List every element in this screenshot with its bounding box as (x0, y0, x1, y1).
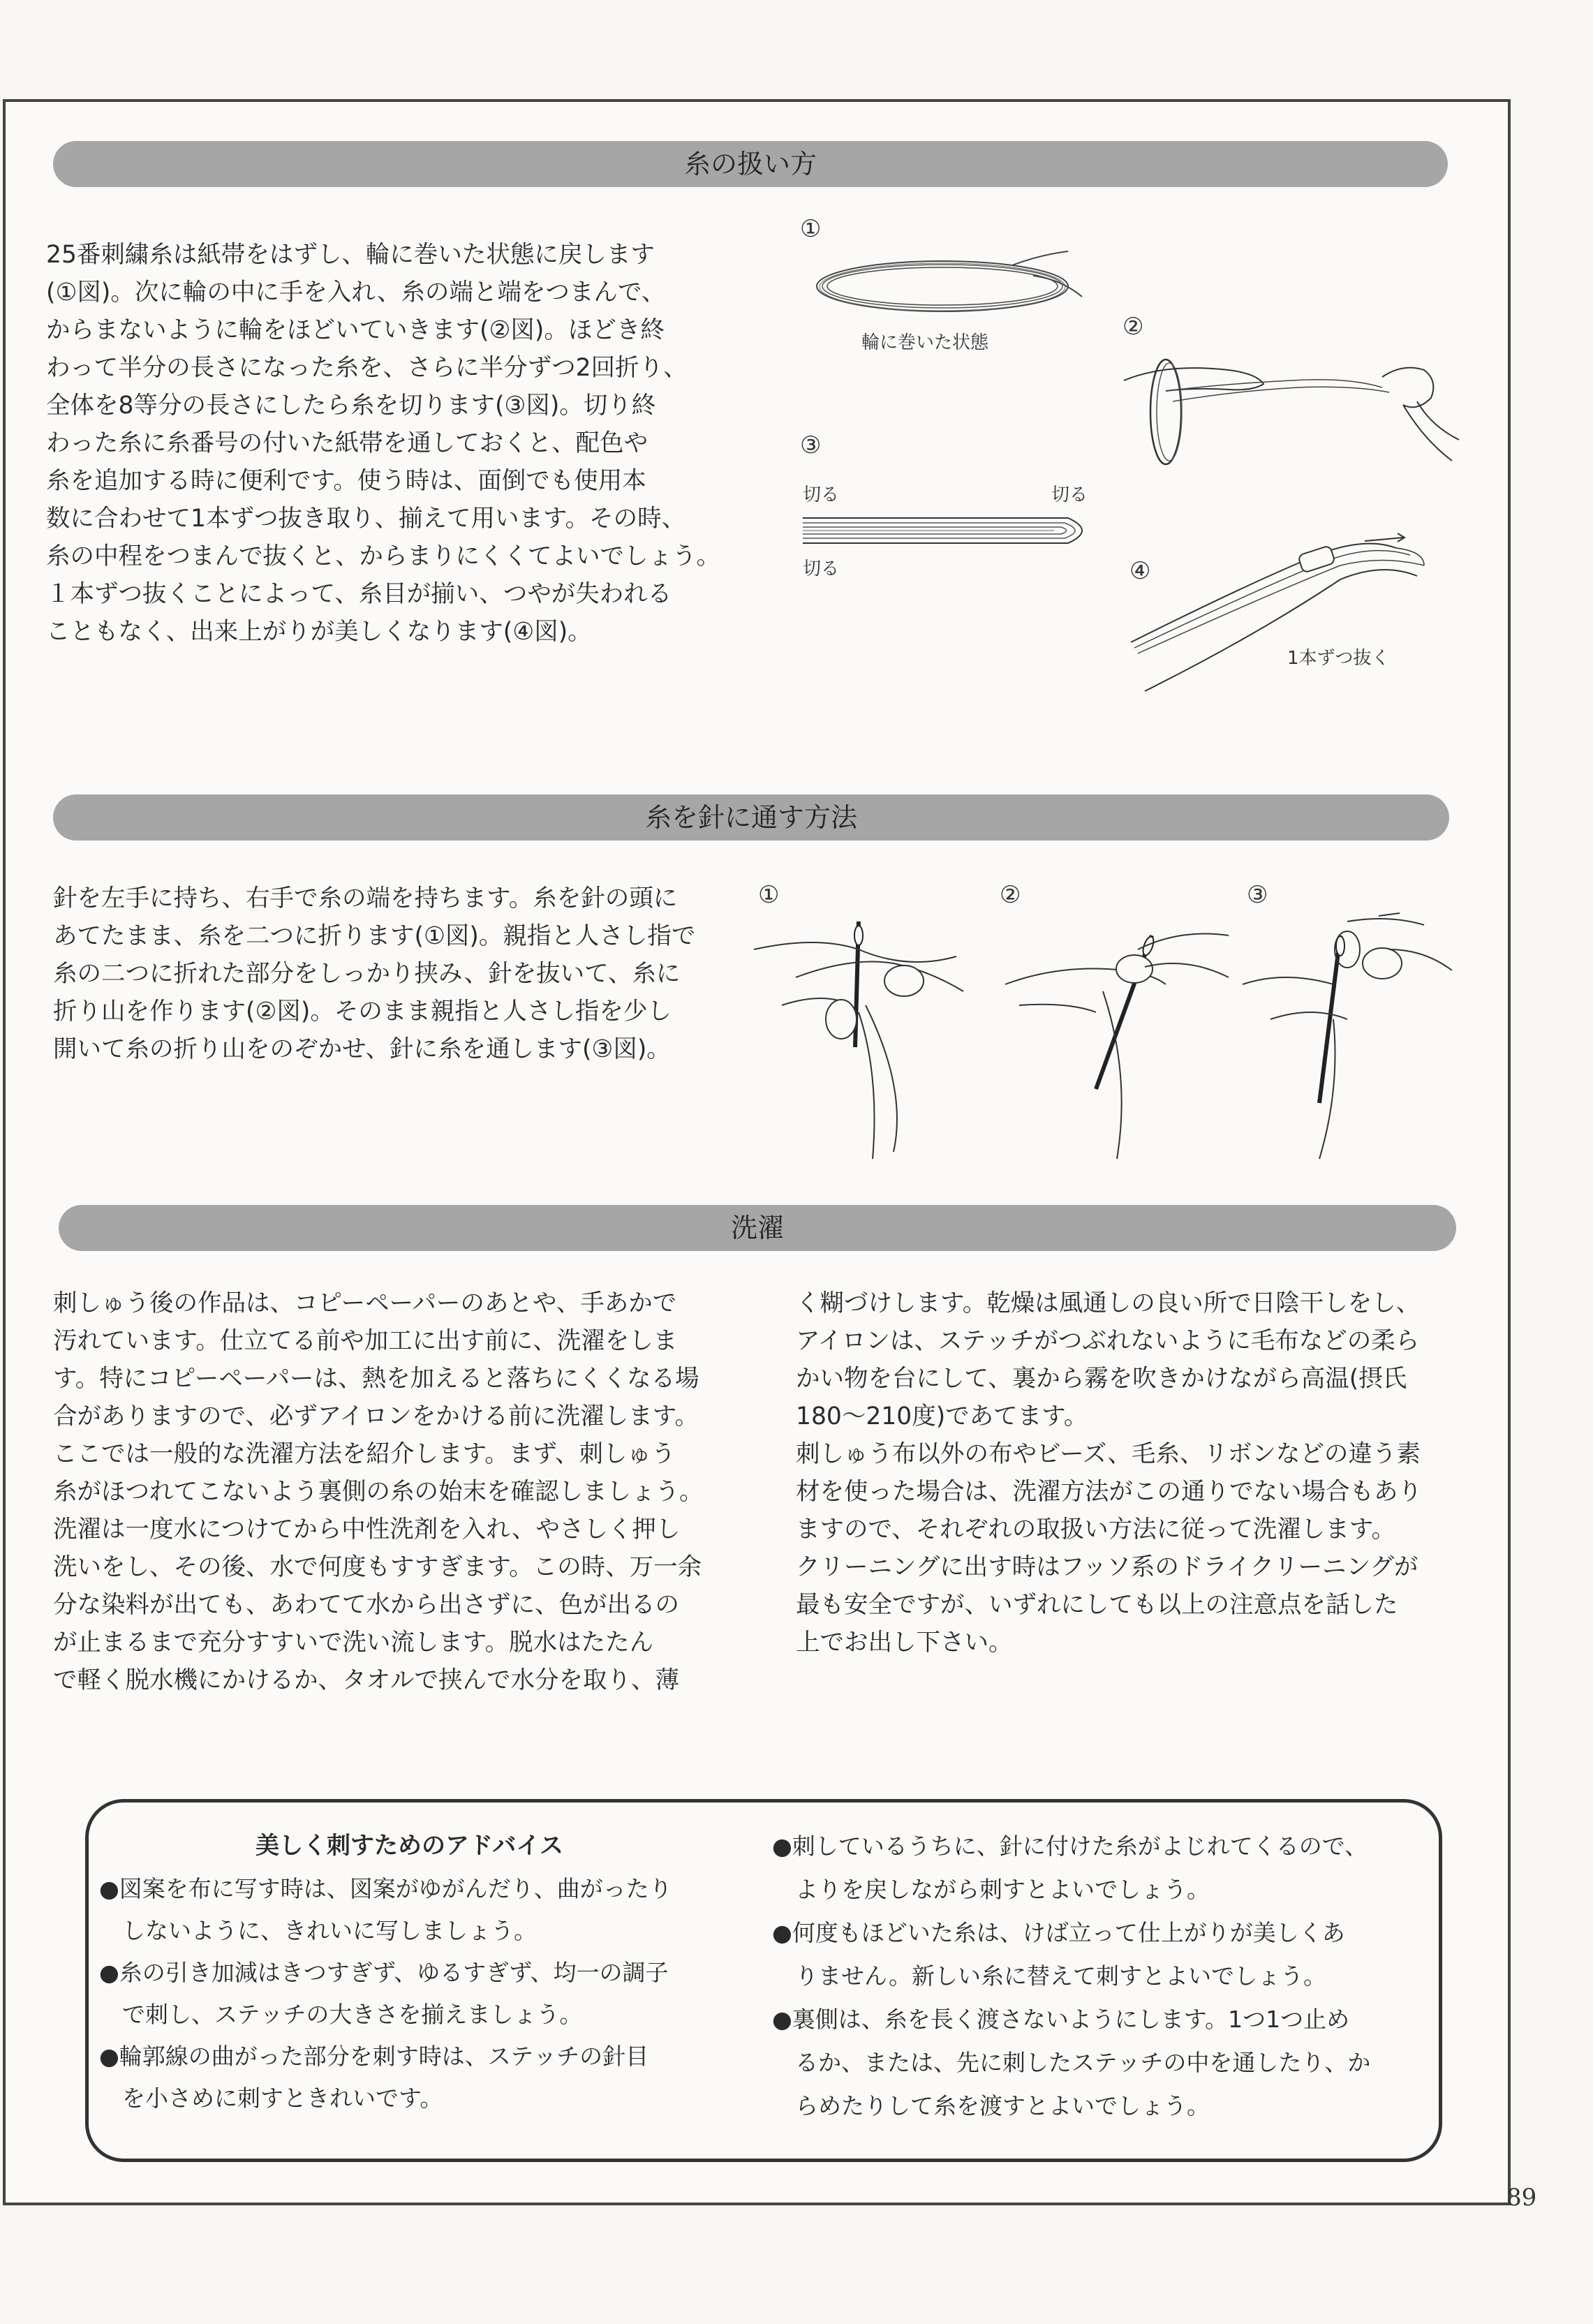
needle-step2-illustration (1005, 908, 1229, 1166)
advice-item: ●刺しているうちに、針に付けた糸がよじれてくるので、 (772, 1833, 1368, 1860)
text-line: アイロンは、ステッチがつぶれないように毛布などの柔ら (796, 1327, 1420, 1355)
text-line: クリーニングに出す時はフッソ系のドライクリーニングが (796, 1553, 1418, 1581)
text-line: で軽く脱水機にかけるか、タオルで挟んで水分を取り、薄 (53, 1666, 679, 1694)
text-line: 糸がほつれてこないよう裏側の糸の始末を確認しましょう。 (53, 1478, 704, 1506)
figure-number: ② (1000, 881, 1021, 909)
advice-item: しないように、きれいに写しましょう。 (99, 1917, 537, 1944)
text-line: 刺しゅう布以外の布やビーズ、毛糸、リボンなどの違う素 (796, 1440, 1421, 1468)
text-line: 数に合わせて1本ずつ抜き取り、揃えて用います。その時、 (46, 505, 686, 533)
advice-item: ●図案を布に写す時は、図案がゆがんだり、曲がったり (99, 1875, 672, 1902)
text-line: わった糸に糸番号の付いた紙帯を通しておくと、配色や (46, 429, 649, 457)
text-line: わって半分の長さになった糸を、さらに半分ずつ2回折り、 (46, 354, 688, 382)
advice-item: ●何度もほどいた糸は、けば立って仕上がりが美しくあ (772, 1919, 1345, 1946)
advice-left-list (99, 1868, 672, 2119)
cut-label: 切る (803, 558, 840, 579)
figure-number: ① (800, 215, 822, 243)
figure-number: ③ (800, 431, 822, 459)
figure-number: ③ (1247, 881, 1268, 909)
text-line: 糸を追加する時に便利です。使う時は、面倒でも使用本 (46, 467, 646, 495)
text-line: が止まるまで充分すすいで洗い流します。脱水はたたん (53, 1629, 654, 1657)
text-line: 折り山を作ります(②図)。そのまま親指と人さし指を少し (53, 998, 672, 1026)
text-line: 分な染料が出ても、あわてて水から出さずに、色が出るの (53, 1591, 679, 1619)
figure-number: ② (1122, 313, 1144, 341)
text-line: 25番刺繍糸は紙帯をはずし、輪に巻いた状態に戻します (46, 241, 655, 269)
text-line: す。特にコピーペーパーは、熱を加えると落ちにくくなる場 (53, 1365, 699, 1393)
figure-caption: 1本ずつ抜く (1287, 648, 1390, 669)
advice-item: よりを戻しながら刺すとよいでしょう。 (772, 1876, 1210, 1903)
text-line: 糸の二つに折れた部分をしっかり挟み、針を抜いて、糸に (53, 960, 681, 988)
text-line: 洗濯は一度水につけてから中性洗剤を入れ、やさしく押し (53, 1516, 681, 1544)
text-line: からまないように輪をほどいていきます(②図)。ほどき終 (46, 316, 665, 344)
section-header-thread-handling: 糸の扱い方 (53, 141, 1448, 187)
coiled-thread-illustration (803, 248, 1110, 325)
advice-item: を小さめに刺すときれいです。 (99, 2085, 443, 2112)
folded-thread-illustration (803, 504, 1103, 560)
text-line: 最も安全ですが、いずれにしても以上の注意点を話した (796, 1591, 1398, 1619)
text-line: 材を使った場合は、洗濯方法がこの通りでない場合もあり (796, 1478, 1422, 1506)
text-line: く糊づけします。乾燥は風通しの良い所で日陰干しをし、 (796, 1289, 1421, 1317)
page-number: 89 (1506, 2184, 1537, 2212)
figure-number: ④ (1129, 557, 1151, 585)
washing-text-left (53, 1285, 704, 1699)
text-line: 洗いをし、その後、水で何度もすすぎます。この時、万一余 (53, 1553, 702, 1581)
advice-item: ●糸の引き加減はきつすぎず、ゆるすぎず、均一の調子 (99, 1959, 669, 1986)
text-line: 糸の中程をつまんで抜くと、からまりにくくてよいでしょう。 (46, 542, 720, 570)
text-line: 180〜210度)であてます。 (796, 1402, 1088, 1430)
text-line: ますので、それぞれの取扱い方法に従って洗濯します。 (796, 1516, 1396, 1544)
text-line: 全体を8等分の長さにしたら糸を切ります(③図)。切り終 (46, 392, 656, 420)
advice-item: るか、または、先に刺したステッチの中を通したり、か (772, 2049, 1371, 2076)
text-line: あてたまま、糸を二つに折ります(①図)。親指と人さし指で (53, 922, 696, 950)
text-line: 開いて糸の折り山をのぞかせ、針に糸を通します(③図)。 (53, 1035, 671, 1063)
cut-label: 切る (1051, 484, 1088, 505)
text-line: (①図)。次に輪の中に手を入れ、糸の端と端をつまんで、 (46, 279, 666, 306)
text-line: 合がありますので、必ずアイロンをかける前に洗濯します。 (53, 1402, 699, 1430)
pulling-strand-illustration (1117, 524, 1452, 698)
advice-right-list (772, 1825, 1370, 2128)
advice-item: ●裏側は、糸を長く渡さないようにします。1つ1つ止め (772, 2006, 1350, 2033)
section-header-threading-needle: 糸を針に通す方法 (53, 794, 1449, 841)
advice-item: りません。新しい糸に替えて刺すとよいでしょう。 (772, 1962, 1326, 1990)
advice-title: 美しく刺すためのアドバイス (255, 1832, 563, 1860)
section-header-washing: 洗濯 (59, 1205, 1456, 1251)
text-line: ここでは一般的な洗濯方法を紹介します。まず、刺しゅう (53, 1440, 676, 1468)
washing-text-right (796, 1285, 1422, 1661)
text-line: かい物を台にして、裏から霧を吹きかけながら高温(摂氏 (796, 1365, 1407, 1393)
hands-unwinding-illustration (1124, 349, 1459, 475)
thread-handling-text (46, 236, 720, 651)
needle-step1-illustration (754, 908, 977, 1166)
threading-needle-text (53, 880, 695, 1068)
text-line: １本ずつ抜くことによって、糸目が揃い、つやが失われる (46, 580, 672, 608)
text-line: 汚れています。仕立てる前や加工に出す前に、洗濯をしま (53, 1327, 678, 1355)
advice-item: らめたりして糸を渡すとよいでしょう。 (772, 2092, 1210, 2119)
advice-item: で刺し、ステッチの大きさを揃えましょう。 (99, 2001, 583, 2028)
text-line: 針を左手に持ち、右手で糸の端を持ちます。糸を針の頭に (53, 885, 678, 912)
needle-step3-illustration (1243, 908, 1452, 1166)
figure-number: ① (758, 881, 780, 909)
text-line: こともなく、出来上がりが美しくなります(④図)。 (46, 618, 592, 646)
text-line: 上でお出し下さい。 (796, 1629, 1013, 1657)
figure-caption: 輪に巻いた状態 (861, 332, 989, 353)
advice-item: ●輪郭線の曲がった部分を刺す時は、ステッチの針目 (99, 2043, 649, 2070)
text-line: 刺しゅう後の作品は、コピーペーパーのあとや、手あかで (53, 1289, 677, 1317)
cut-label: 切る (803, 484, 840, 505)
